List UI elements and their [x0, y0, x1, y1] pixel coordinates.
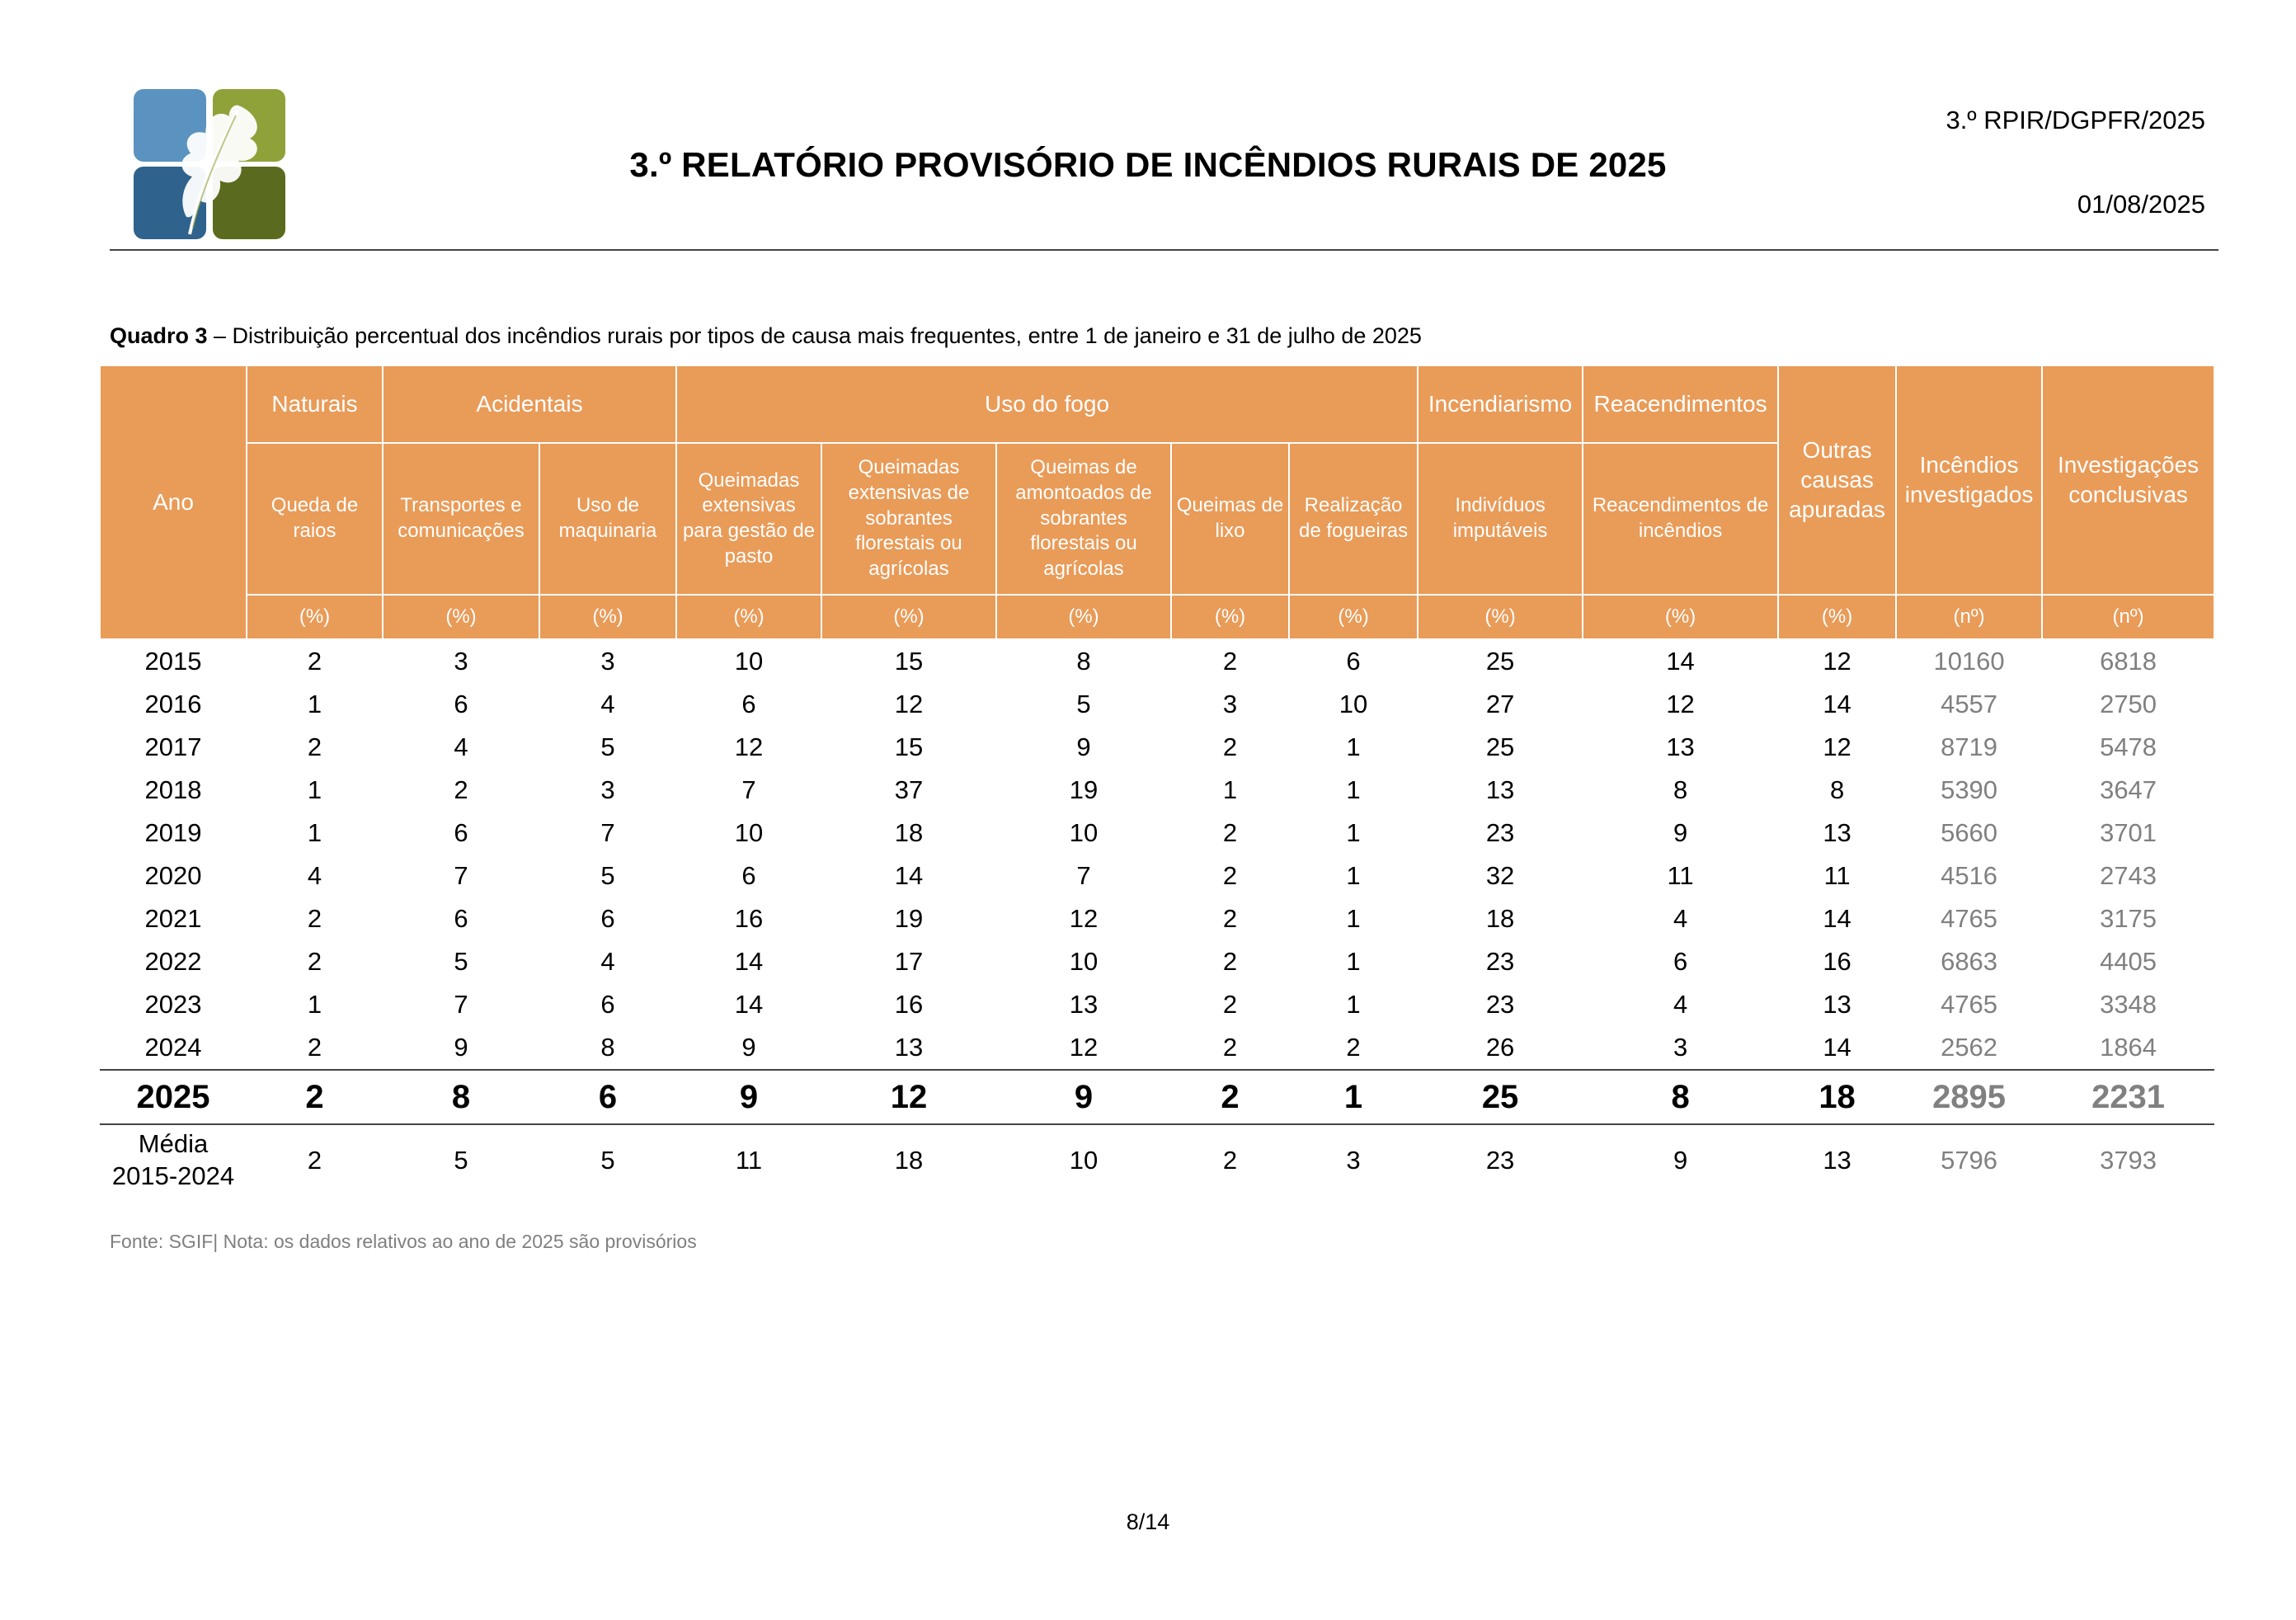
table-cell: 14 [1823, 1033, 1851, 1062]
table-cell: 8 [600, 1033, 615, 1062]
table-cell: 37 [894, 775, 924, 804]
table-cell: 6 [1346, 647, 1361, 676]
table-cell: 15 [894, 647, 924, 676]
table-cell: 1 [1346, 947, 1361, 976]
table-cell: 6 [1673, 947, 1688, 976]
media-label [100, 1124, 247, 1196]
table-cell: 12 [1069, 1033, 1099, 1062]
table-cell: 1 [1346, 861, 1361, 890]
cell-year: 2024 [144, 1033, 202, 1062]
table-cell: 12 [1666, 690, 1695, 718]
unit-pct: (%) [383, 595, 539, 639]
cell-year: 2016 [144, 690, 202, 718]
table-cell: 2 [1222, 647, 1238, 676]
source-note: Fonte: SGIF| Nota: os dados relativos ao ano de 2025 são provisórios [110, 1231, 697, 1252]
table-cell: 9 [996, 1070, 1171, 1124]
table-cell: 4 [1673, 990, 1688, 1019]
table-body [100, 639, 2214, 1196]
sub-transportes: Transportes e comunicações [383, 443, 539, 595]
report-title: 3.º RELATÓRIO PROVISÓRIO DE INCÊNDIOS RURAIS DE 2025 [629, 145, 1667, 184]
col-incendios-investigados: Incêndios investigados [1896, 365, 2042, 595]
table-cell: 5 [600, 732, 615, 761]
group-naturais: Naturais [247, 365, 383, 443]
group-reacendimentos: Reacendimentos [1583, 365, 1778, 443]
table-cell: 5 [600, 861, 615, 890]
group-incendiarismo: Incendiarismo [1418, 365, 1583, 443]
table-cell: 1 [1222, 775, 1238, 804]
table-cell: 13 [1823, 1146, 1851, 1175]
table-cell: 19 [894, 904, 924, 933]
table-cell: 15 [894, 732, 924, 761]
table-cell: 4765 [1941, 990, 1998, 1019]
table-cell: 6 [454, 690, 468, 718]
table-row [100, 769, 2214, 812]
table-cell: 5 [454, 1146, 468, 1175]
table-cell: 1 [307, 818, 322, 847]
table-cell: 4516 [1941, 861, 1998, 890]
unit-num: (nº) [2042, 595, 2214, 639]
table-cell: 4405 [2100, 947, 2157, 976]
table-cell: 5478 [2100, 732, 2157, 761]
table-cell: 1 [307, 775, 322, 804]
table-cell: 5 [454, 947, 468, 976]
caption-text: – Distribuição percentual dos incêndios rurais por tipos de causa mais frequentes, entre 1 de janeiro e 31 de julho de 2025 [207, 323, 1422, 348]
table-cell: 13 [1069, 990, 1099, 1019]
table-cell: 7 [600, 818, 615, 847]
table-cell: 25 [1485, 732, 1515, 761]
header-divider [110, 249, 2218, 251]
table-cell: 12 [734, 732, 764, 761]
table-cell: 2 [1222, 1033, 1238, 1062]
caption-label: Quadro 3 [110, 323, 208, 348]
unit-pct: (%) [1289, 595, 1418, 639]
table-row [100, 726, 2214, 769]
unit-num: (nº) [1896, 595, 2042, 639]
table-cell: 23 [1485, 1146, 1515, 1175]
table-cell: 13 [1823, 818, 1851, 847]
table-cell: 4 [600, 690, 615, 718]
table-cell: 1 [1346, 990, 1361, 1019]
table-cell: 8719 [1941, 732, 1998, 761]
unit-pct: (%) [539, 595, 676, 639]
table-cell: 8 [383, 1070, 539, 1124]
sub-queimadas-pasto: Queimadas extensivas para gestão de pasto [676, 443, 821, 595]
table-cell: 2743 [2100, 861, 2157, 890]
sub-maquinaria: Uso de maquinaria [539, 443, 676, 595]
table-cell: 5796 [1941, 1146, 1998, 1175]
table-cell: 11 [1667, 861, 1694, 890]
unit-pct: (%) [676, 595, 821, 639]
table-cell: 14 [894, 861, 924, 890]
table-cell: 6818 [2100, 647, 2157, 676]
table-cell: 6 [454, 904, 468, 933]
sub-queimas-amontoados: Queimas de amontoados de sobrantes florestais ou agrícolas [996, 443, 1171, 595]
table-cell: 19 [1069, 775, 1099, 804]
table-cell: 2 [1222, 732, 1238, 761]
table-cell: 13 [1666, 732, 1695, 761]
table-cell: 12 [894, 690, 924, 718]
sub-individuos-imputaveis: Indivíduos imputáveis [1418, 443, 1583, 595]
table-cell: 5660 [1941, 818, 1998, 847]
unit-pct: (%) [996, 595, 1171, 639]
table-cell: 11 [735, 1146, 763, 1175]
table-cell: 8 [1076, 647, 1091, 676]
table-cell: 14 [734, 947, 764, 976]
table-cell: 2 [307, 904, 322, 933]
table-cell: 1864 [2100, 1033, 2157, 1062]
table-cell: 9 [676, 1070, 821, 1124]
sub-queda-raios: Queda de raios [247, 443, 383, 595]
table-cell: 6 [741, 861, 756, 890]
cell-year: 2019 [144, 818, 202, 847]
table-cell: 10160 [1933, 647, 2005, 676]
table-cell: 2 [1222, 1146, 1238, 1175]
table-cell: 2 [307, 1146, 322, 1175]
report-code: 3.º RPIR/DGPFR/2025 [1945, 106, 2205, 134]
table-cell: 3175 [2100, 904, 2157, 933]
table-cell: 17 [894, 947, 924, 976]
table-cell: 10 [1069, 818, 1099, 847]
cell-year: 2017 [144, 732, 202, 761]
table-row-media [100, 1124, 2214, 1196]
table-cell: 4 [600, 947, 615, 976]
table-cell: 27 [1485, 690, 1515, 718]
table-cell: 6863 [1941, 947, 1998, 976]
table-row [100, 855, 2214, 897]
table-row [100, 897, 2214, 940]
table-cell: 18 [1485, 904, 1515, 933]
table-cell: 9 [1076, 732, 1091, 761]
table-cell: 7 [454, 990, 468, 1019]
table-cell: 13 [1485, 775, 1515, 804]
table-cell: 25 [1485, 647, 1515, 676]
table-cell: 14 [734, 990, 764, 1019]
table-cell: 26 [1485, 1033, 1515, 1062]
table-cell: 2 [307, 1033, 322, 1062]
table-cell: 6 [600, 904, 615, 933]
table-cell: 14 [1823, 904, 1851, 933]
table-cell: 16 [894, 990, 924, 1019]
table-cell: 2 [307, 947, 322, 976]
table-cell: 5 [600, 1146, 615, 1175]
table-cell: 3 [1346, 1146, 1361, 1175]
page-number: 8/14 [1126, 1509, 1170, 1534]
table-cell: 2 [1222, 947, 1238, 976]
media-label-line2: 2015-2024 [111, 1161, 235, 1190]
sub-queimadas-sobrantes: Queimadas extensivas de sobrantes florestais ou agrícolas [821, 443, 996, 595]
table-cell: 3701 [2100, 818, 2157, 847]
table-cell: 5 [1076, 690, 1091, 718]
table-cell: 10 [1339, 690, 1368, 718]
table-cell: 7 [741, 775, 756, 804]
table-cell: 7 [454, 861, 468, 890]
table-cell: 8 [1673, 775, 1688, 804]
table-cell: 16 [734, 904, 764, 933]
table-cell: 13 [894, 1033, 924, 1062]
table-cell: 2 [247, 1070, 383, 1124]
table-cell: 1 [307, 690, 322, 718]
table-cell: 11 [1823, 861, 1851, 890]
sub-queimas-lixo: Queimas de lixo [1171, 443, 1289, 595]
cell-year: 2023 [144, 990, 202, 1019]
table-cell: 3 [1222, 690, 1238, 718]
table-cell: 12 [821, 1070, 996, 1124]
media-label-line1: Média [138, 1129, 209, 1159]
table-cell: 3793 [2100, 1146, 2157, 1175]
table-cell: 18 [1778, 1070, 1896, 1124]
table-row [100, 812, 2214, 855]
table-cell: 7 [1076, 861, 1091, 890]
unit-pct: (%) [1418, 595, 1583, 639]
report-date: 01/08/2025 [2077, 190, 2205, 219]
table-cell: 3 [1673, 1033, 1688, 1062]
cell-year: 2015 [144, 647, 202, 676]
table-cell: 1 [307, 990, 322, 1019]
unit-pct: (%) [1583, 595, 1778, 639]
cell-year: 2020 [144, 861, 202, 890]
table-cell: 12 [1823, 647, 1851, 676]
table-cell: 1 [1346, 818, 1361, 847]
col-outras-causas: Outras causas apuradas [1778, 365, 1896, 595]
table-cell: 4 [1673, 904, 1688, 933]
table-cell: 6 [454, 818, 468, 847]
table-row [100, 1026, 2214, 1070]
table-cell: 8 [1583, 1070, 1778, 1124]
table-cell: 3 [600, 775, 615, 804]
table-cell: 14 [1823, 690, 1851, 718]
table-cell: 3 [454, 647, 468, 676]
table-cell: 2 [1222, 818, 1238, 847]
table-cell: 1 [1346, 775, 1361, 804]
table-row [100, 940, 2214, 983]
table-cell: 8 [1829, 775, 1845, 804]
table-cell: 4765 [1941, 904, 1998, 933]
table-cell: 23 [1485, 818, 1515, 847]
table-cell: 4557 [1941, 690, 1998, 718]
table-cell: 3 [600, 647, 615, 676]
table-cell: 6 [539, 1070, 676, 1124]
cell-year: 2021 [144, 904, 202, 933]
table-cell: 6 [600, 990, 615, 1019]
table-cell: 9 [1673, 1146, 1688, 1175]
sub-reacendimentos-incendios: Reacendimentos de incêndios [1583, 443, 1778, 595]
table-cell: 9 [454, 1033, 468, 1062]
table-cell: 2562 [1941, 1033, 1998, 1062]
group-uso-do-fogo: Uso do fogo [676, 365, 1418, 443]
table-cell: 2 [1346, 1033, 1361, 1062]
group-acidentais: Acidentais [383, 365, 676, 443]
table-caption [110, 323, 1422, 349]
table-cell: 3348 [2100, 990, 2157, 1019]
table-cell: 12 [1823, 732, 1851, 761]
table-cell: 5390 [1941, 775, 1998, 804]
table-cell: 2231 [2042, 1070, 2214, 1124]
table-cell: 9 [741, 1033, 756, 1062]
unit-pct: (%) [821, 595, 996, 639]
table-cell: 10 [1069, 1146, 1099, 1175]
cell-year: 2018 [144, 775, 202, 804]
table-cell: 3647 [2100, 775, 2157, 804]
table-cell: 2895 [1896, 1070, 2042, 1124]
table-cell: 25 [1418, 1070, 1583, 1124]
table-cell: 10 [1069, 947, 1099, 976]
table-cell: 10 [734, 647, 764, 676]
col-investigacoes-conclusivas: Investigações conclusivas [2042, 365, 2214, 595]
table-cell: 6 [741, 690, 756, 718]
table-row [100, 639, 2214, 683]
table-cell: 4 [454, 732, 468, 761]
sub-fogueiras: Realização de fogueiras [1289, 443, 1418, 595]
table-row-2025 [100, 1070, 2214, 1124]
table-cell: 2750 [2100, 690, 2157, 718]
table-cell: 1 [1289, 1070, 1418, 1124]
table-row [100, 983, 2214, 1026]
table-cell: 2 [307, 732, 322, 761]
table-cell: 1 [1346, 904, 1361, 933]
cell-year: 2022 [144, 947, 202, 976]
table-cell: 18 [894, 1146, 924, 1175]
table-cell: 2 [307, 647, 322, 676]
cell-year-2025: 2025 [100, 1070, 247, 1124]
unit-pct: (%) [1778, 595, 1896, 639]
table-cell: 14 [1666, 647, 1695, 676]
table-cell: 2 [1222, 990, 1238, 1019]
table-cell: 18 [894, 818, 924, 847]
col-ano-header: Ano [100, 365, 247, 639]
table-cell: 32 [1485, 861, 1515, 890]
table-cell: 10 [734, 818, 764, 847]
table-cell: 1 [1346, 732, 1361, 761]
causes-table [99, 365, 2215, 1196]
unit-pct: (%) [1171, 595, 1289, 639]
table-cell: 13 [1823, 990, 1851, 1019]
unit-pct: (%) [247, 595, 383, 639]
table-cell: 9 [1673, 818, 1688, 847]
table-cell: 2 [454, 775, 468, 804]
table-cell: 2 [1222, 904, 1238, 933]
table-cell: 16 [1823, 947, 1851, 976]
table-cell: 23 [1485, 947, 1515, 976]
table-cell: 2 [1222, 861, 1238, 890]
table-cell: 2 [1171, 1070, 1289, 1124]
table-cell: 12 [1069, 904, 1099, 933]
table-row [100, 683, 2214, 726]
table-cell: 23 [1485, 990, 1515, 1019]
table-cell: 4 [307, 861, 322, 890]
